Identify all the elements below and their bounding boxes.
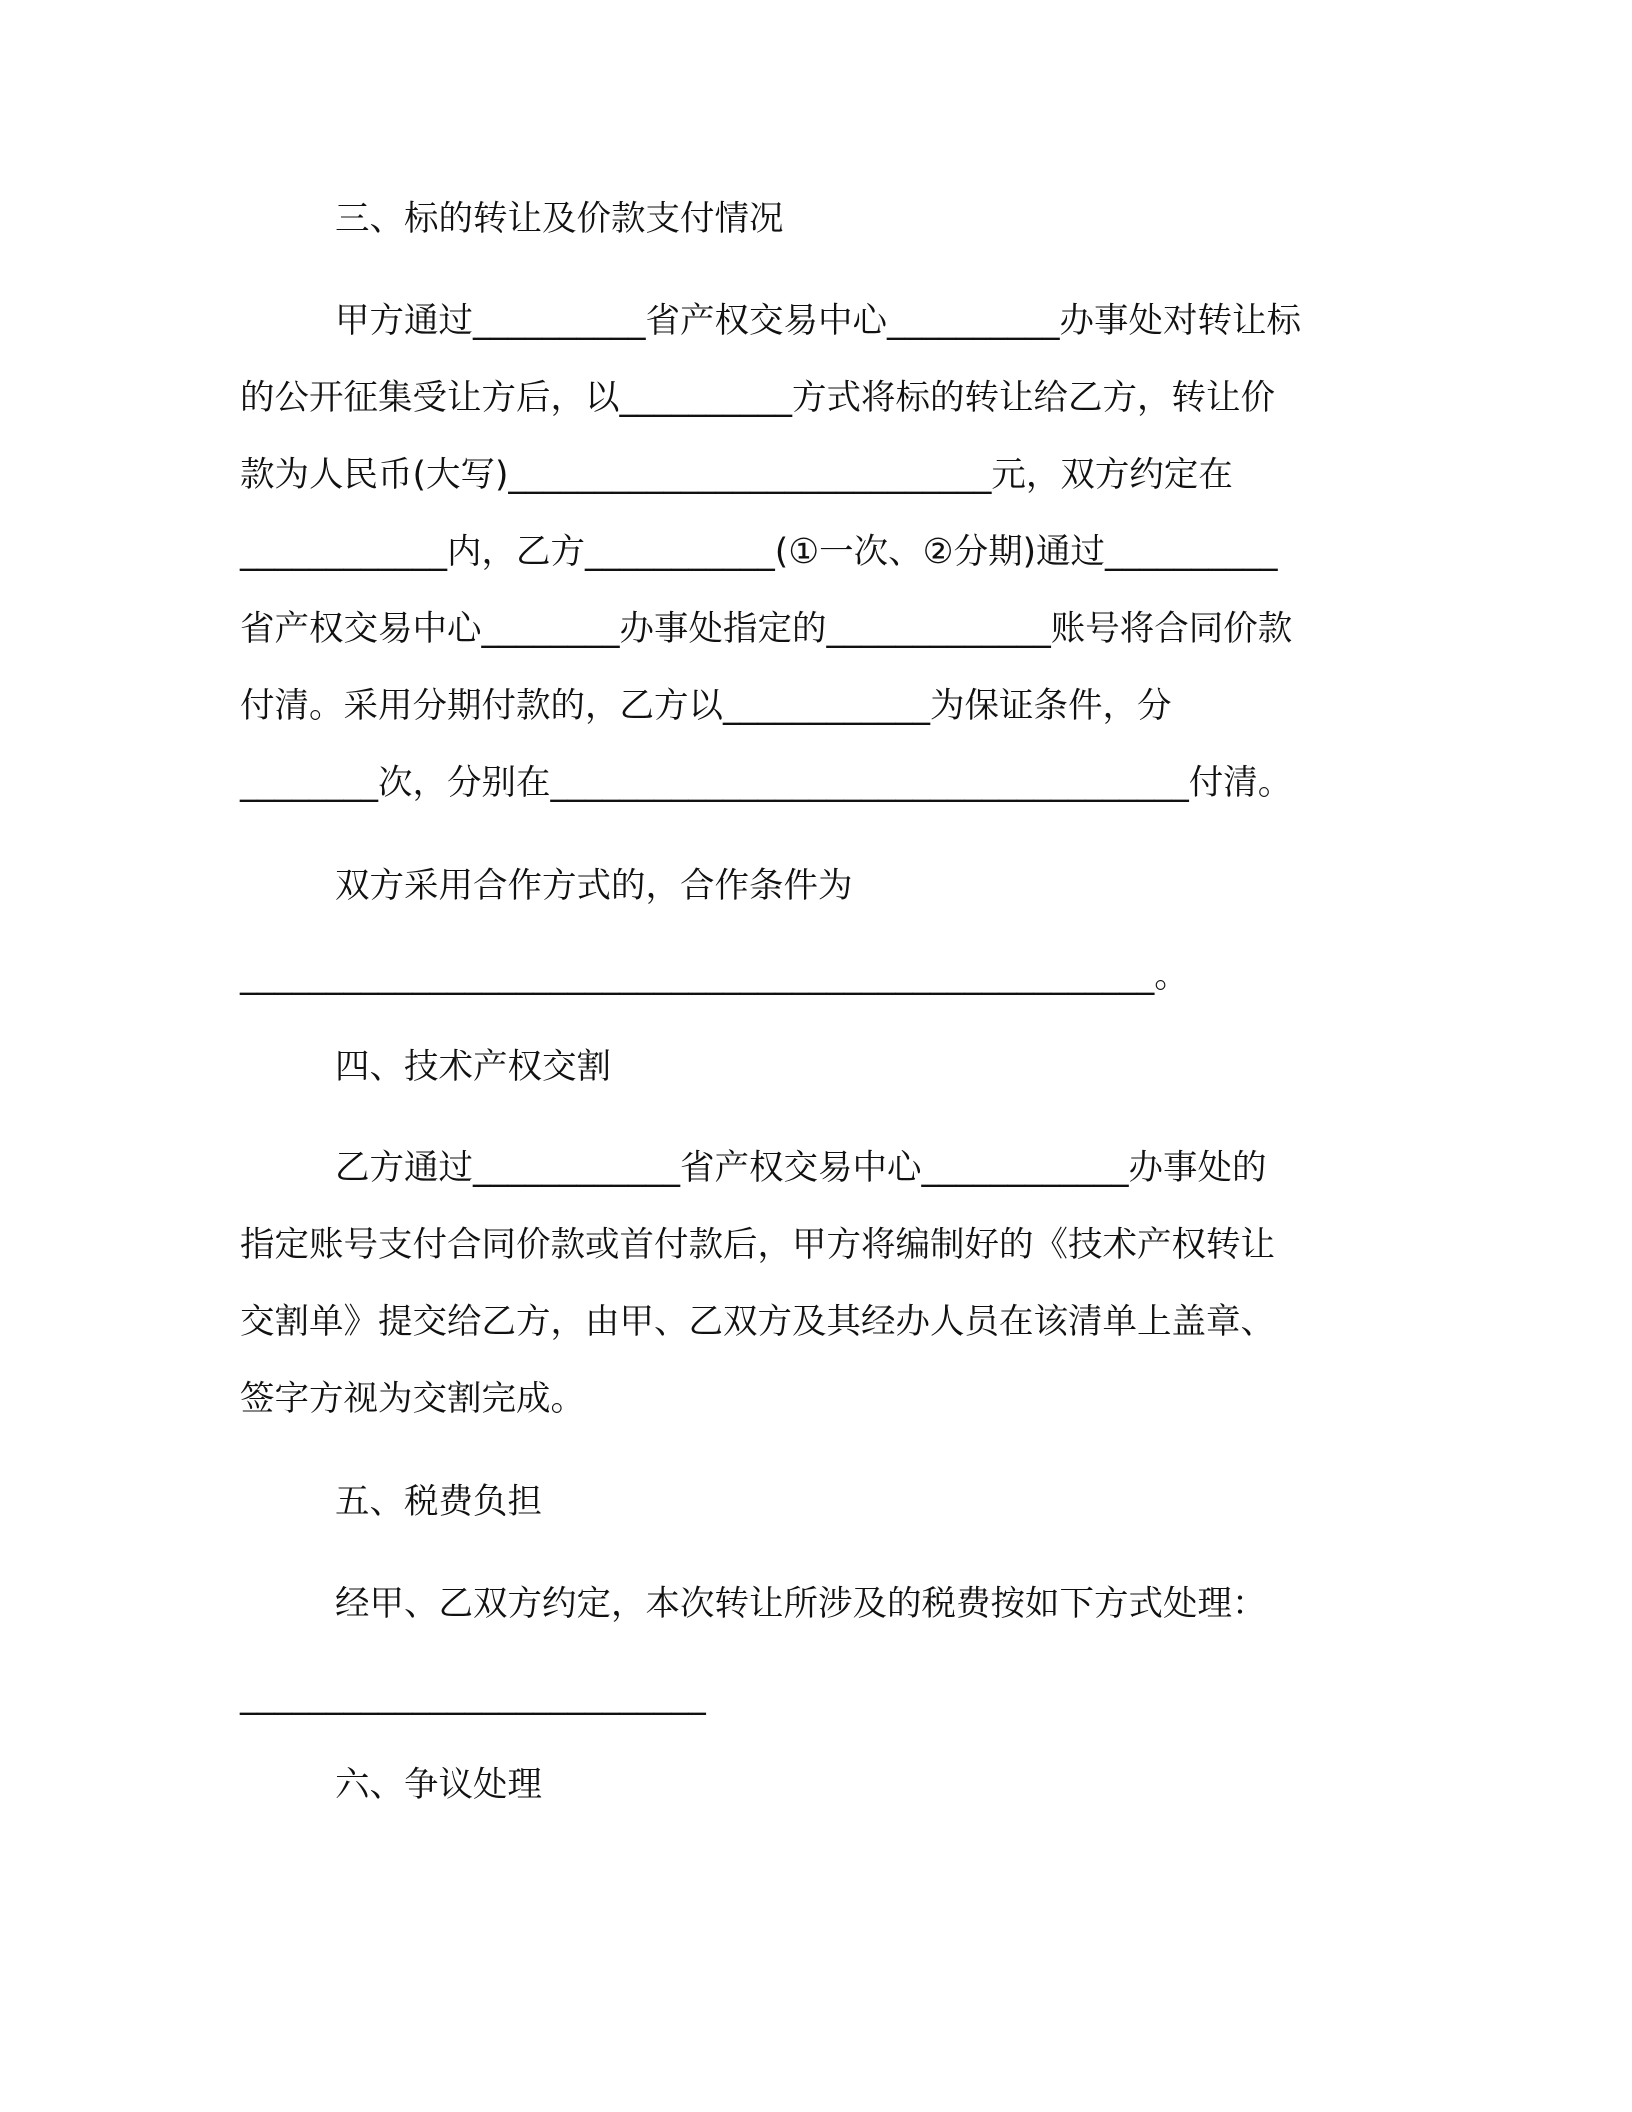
section-3-heading: 三、标的转让及价款支付情况 bbox=[335, 199, 784, 239]
cooperation-terms-blank: _____________________________________________________。 bbox=[240, 956, 1189, 996]
tax-handling-blank: ___________________________ bbox=[240, 1676, 706, 1716]
section-3-paragraph-line: 款为人民币(大写)____________________________元，双方约定在 bbox=[240, 455, 1233, 495]
section-6-heading: 六、争议处理 bbox=[335, 1765, 542, 1805]
section-3-paragraph-line: ____________内，乙方___________(①一次、②分期)通过__________ bbox=[240, 532, 1278, 572]
section-3-paragraph-line: ________次，分别在_____________________________________付清。 bbox=[240, 763, 1293, 803]
section-5-paragraph-line: 经甲、乙双方约定，本次转让所涉及的税费按如下方式处理： bbox=[335, 1584, 1267, 1624]
cooperation-terms-line: 双方采用合作方式的，合作条件为 bbox=[335, 866, 853, 906]
section-3-paragraph-line: 省产权交易中心________办事处指定的_____________账号将合同价款 bbox=[240, 609, 1293, 649]
section-4-paragraph-line: 签字方视为交割完成。 bbox=[240, 1379, 585, 1419]
section-4-heading: 四、技术产权交割 bbox=[335, 1047, 611, 1087]
section-3-paragraph-line: 付清。采用分期付款的，乙方以____________为保证条件，分 bbox=[240, 686, 1172, 726]
section-3-paragraph-line: 的公开征集受让方后，以__________方式将标的转让给乙方，转让价 bbox=[240, 378, 1275, 418]
section-4-paragraph-line: 指定账号支付合同价款或首付款后，甲方将编制好的《技术产权转让 bbox=[240, 1225, 1275, 1265]
section-3-paragraph-line: 甲方通过__________省产权交易中心__________办事处对转让标 bbox=[335, 301, 1301, 341]
section-5-heading: 五、税费负担 bbox=[335, 1482, 542, 1522]
section-4-paragraph-line: 乙方通过____________省产权交易中心____________办事处的 bbox=[335, 1148, 1267, 1188]
section-4-paragraph-line: 交割单》提交给乙方，由甲、乙双方及其经办人员在该清单上盖章、 bbox=[240, 1302, 1275, 1342]
